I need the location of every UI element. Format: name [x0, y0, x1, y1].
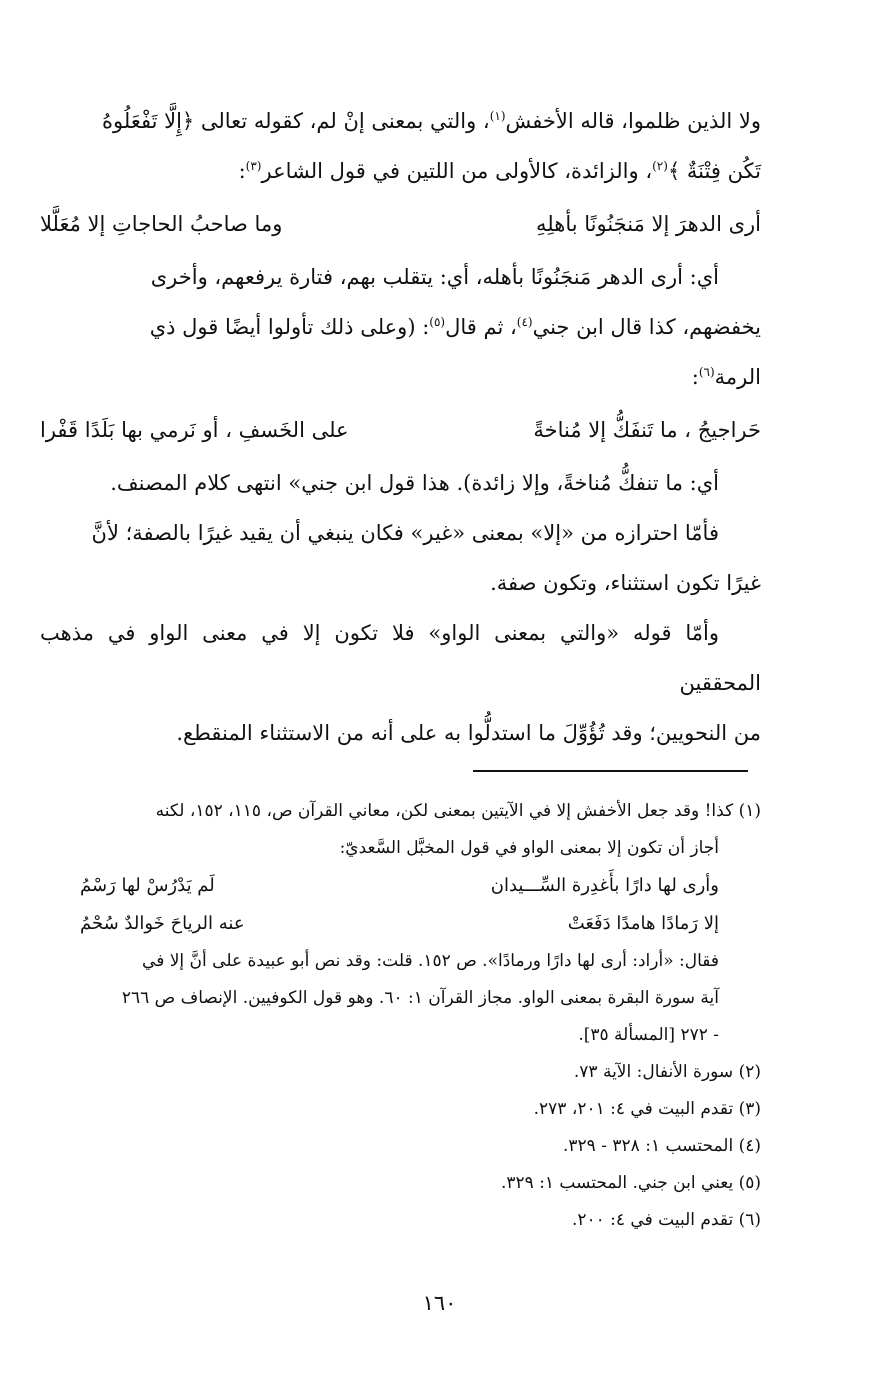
footnote-4: (٤) المحتسب ١: ٣٢٨ - ٣٢٩. — [563, 1136, 761, 1156]
verse-second-hemistich: وما صاحبُ الحاجاتِ إلا مُعَلَّلا — [40, 212, 283, 236]
paragraph-line: يخفضهم، كذا قال ابن جني$^{(٤)}$، ثم قال$^{(٥)}$: (وعلى ذلك تأولوا أيضًا قول ذي — [149, 315, 761, 339]
paragraph-line: وأمّا قوله «والتي بمعنى الواو» فلا تكون إلا في معنى الواو في مذهب المحققين — [40, 621, 761, 695]
footnote-ref-2[interactable]: (٢) — [652, 159, 668, 173]
footnote-ref-6[interactable]: (٦) — [698, 365, 715, 379]
footnote-verse-1 — [40, 867, 761, 905]
footnote-line: أجاز أن تكون إلا بمعنى الواو في قول المخبَّل السَّعديّ: — [339, 838, 719, 858]
page-number: ١٦٠ — [422, 1291, 457, 1315]
main-text — [40, 96, 761, 758]
footnote-ref-4[interactable]: (٤) — [516, 315, 533, 329]
footnotes — [40, 793, 761, 1239]
verse-second-hemistich: على الخَسفِ ، أو نَرمي بها بَلَدًا قَفْرا — [40, 418, 349, 442]
paragraph-line: أي: ما تنفكُّ مُناخةً، وإلا زائدة). هذا قول ابن جني» انتهى كلام المصنف. — [110, 471, 719, 495]
poem-verse-1 — [40, 196, 761, 252]
paragraph-line: الرمة$^{(٦)}$: — [691, 365, 761, 389]
footnote-2: (٢) سورة الأنفال: الآية ٧٣. — [573, 1062, 761, 1082]
paragraph-line: غيرًا تكون استثناء، وتكون صفة. — [490, 571, 761, 595]
footnote-line: - ٢٧٢ [المسألة ٣٥]. — [578, 1025, 719, 1045]
paragraph-line: ولا الذين ظلموا، قاله الأخفش$^{(١)}$، والتي بمعنى إنْ لم، كقوله تعالى ﴿إِلَّا تَفْعَلُوهُ — [102, 109, 761, 133]
footnote-ref-1[interactable]: (١) — [489, 109, 506, 123]
verse-first-hemistich: أرى الدهرَ إلا مَنجَنُونًا بأهلِهِ — [536, 212, 761, 236]
verse-second-hemistich: عنه الرياحَ خَوالدٌ سُحْمُ — [80, 913, 245, 934]
paragraph-line: فأمّا احترازه من «إلا» بمعنى «غير» فكان ينبغي أن يقيد غيرًا بالصفة؛ لأنَّ — [91, 521, 719, 545]
footnote-3: (٣) تقدم البيت في ٤: ٢٠١، ٢٧٣. — [533, 1099, 761, 1119]
paragraph-line: تَكُن فِتْنَةٌ ﴾$^{(٢)}$، والزائدة، كالأولى من اللتين في قول الشاعر$^{(٣)}$: — [238, 159, 761, 183]
footnote-separator — [473, 770, 748, 772]
footnote-line: آية سورة البقرة بمعنى الواو. مجاز القرآن ١: ٦٠. وهو قول الكوفيين. الإنصاف ص ٢٦٦ — [121, 988, 719, 1008]
footnote-line: فقال: «أراد: أرى لها دارًا ورمادًا». ص ١٥٢. قلت: وقد نص أبو عبيدة على أنَّ إلا في — [142, 951, 719, 971]
footnote-1: (١) كذا! وقد جعل الأخفش إلا في الآيتين بمعنى لكن، معاني القرآن ص، ١١٥، ١٥٢، لكنه — [155, 801, 761, 821]
verse-second-hemistich: لَم يَدْرُسْ لها رَسْمُ — [80, 875, 215, 896]
verse-first-hemistich: وأرى لها دارًا بأَغدِرة السِّـــيدان — [490, 875, 719, 896]
footnote-6: (٦) تقدم البيت في ٤: ٢٠٠. — [571, 1210, 761, 1230]
footnote-ref-3[interactable]: (٣) — [245, 159, 262, 173]
verse-first-hemistich: إلا رَمادًا هامدًا دَفَعَتْ — [567, 913, 719, 934]
footnote-ref-5[interactable]: (٥) — [429, 315, 446, 329]
poem-verse-2 — [40, 402, 761, 458]
paragraph-line: أي: أرى الدهر مَنجَنُونًا بأهله، أي: يتقلب بهم، فتارة يرفعهم، وأخرى — [150, 265, 719, 289]
footnote-verse-2 — [40, 905, 761, 943]
paragraph-line: من النحويين؛ وقد تُؤُوِّلَ ما استدلُّوا به على أنه من الاستثناء المنقطع. — [176, 721, 761, 745]
footnote-5: (٥) يعني ابن جني. المحتسب ١: ٣٢٩. — [500, 1173, 761, 1193]
verse-first-hemistich: حَراجيجُ ، ما تَنفَكُّ إلا مُناخةً — [533, 418, 761, 442]
